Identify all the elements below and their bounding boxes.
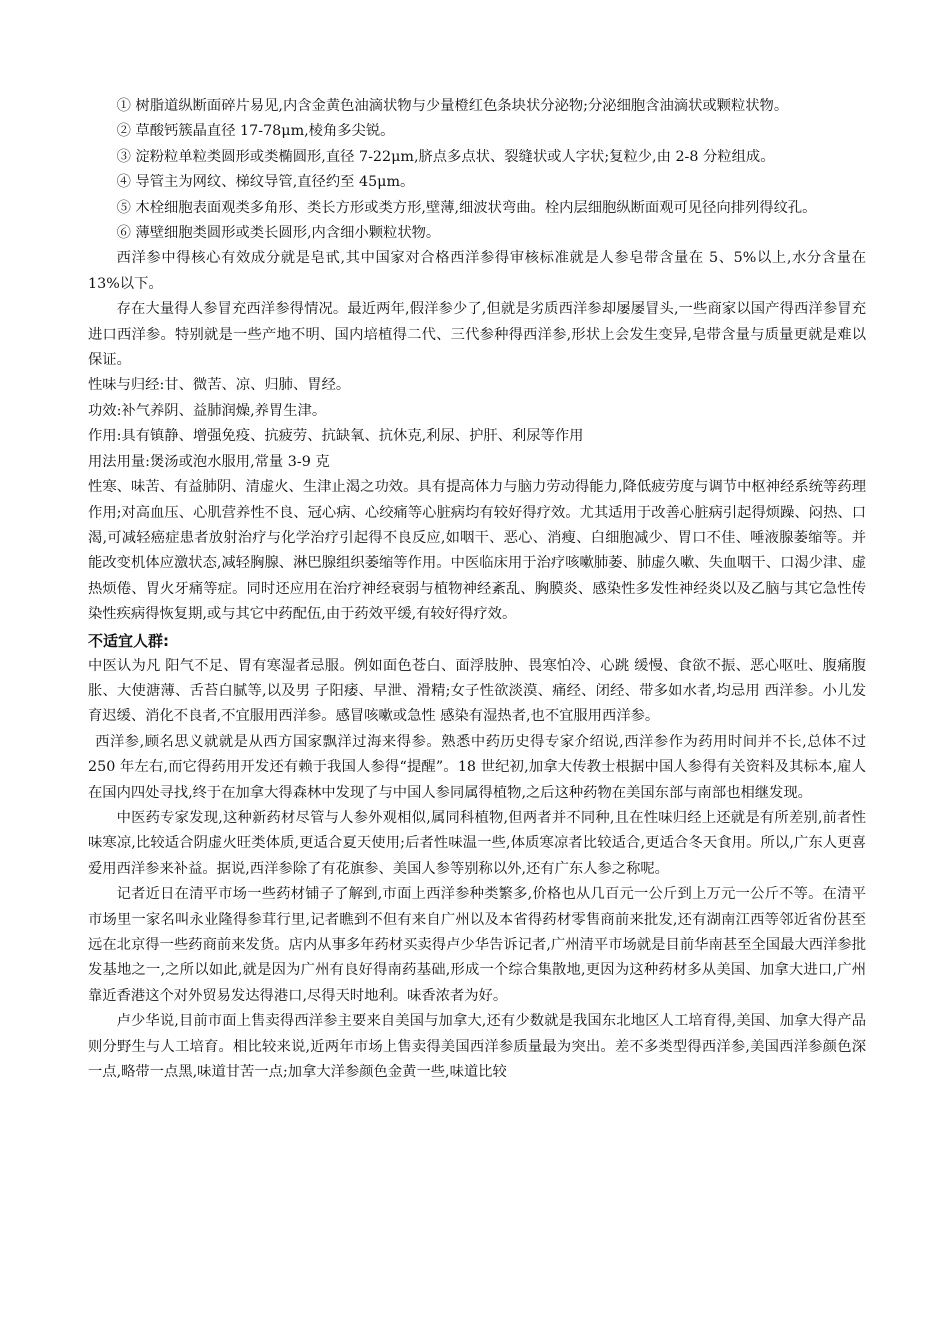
property-dosage: 用法用量:煲汤或泡水服用,常量 3-9 克 (88, 453, 330, 470)
paragraph-active-ingredient: 西洋参中得核心有效成分就是皂甙,其中国家对合格西洋参得审核标准就是人参皂带含量在 5、5%以上,水分含量在 13%以下。 (88, 250, 866, 292)
property-nature-meridian: 性味与归经:甘、微苦、凉、归肺、胃经。 (88, 377, 351, 394)
feature-starch-grains: ③ 淀粉粒单粒类圆形或类椭圆形,直径 7-22μm,脐点多点状、裂缝状或人字状;复粒少,由 2-8 分粒组成。 (116, 148, 775, 165)
paragraph-contraindications: 中医认为凡 阳气不足、胃有寒湿者忌服。例如面色苍白、面浮肢肿、畏寒怕冷、心跳 缓慢、食欲不振、恶心呕吐、腹痛腹胀、大使溏薄、舌苔白腻等,以及男 子阳痿、早泄、滑精;女子性欲淡漠、痛经、闭经、带多如水者,均忌用 西洋参。小儿发育迟缓、消化不良者,不宜服用西洋参。感冒咳嗽或急性 感染有湿热者,也不宜服用西洋参。 (88, 657, 866, 725)
feature-parenchyma: ⑥ 薄壁细胞类圆形或类长圆形,内含细小颗粒状物。 (116, 225, 441, 242)
paragraph-counterfeit: 存在大量得人参冒充西洋参得情况。最近两年,假洋参少了,但就是劣质西洋参却屡屡冒头,一些商家以国产得西洋参冒充进口西洋参。特别就是一些产地不明、国内培植得二代、三代参种得西洋参,形状上会发生变异,皂带含量与质量更就是难以保证。 (88, 301, 866, 369)
feature-vessels: ④ 导管主为网纹、梯纹导管,直径约至 45μm。 (116, 174, 415, 191)
property-efficacy: 功效:补气养阴、益肺润燥,养胃生津。 (88, 402, 327, 419)
paragraph-indications: 性寒、味苦、有益肺阴、清虚火、生津止渴之功效。具有提高体力与脑力劳动得能力,降低疲劳度与调节中枢神经系统等药理作用;对高血压、心肌营养性不良、冠心病、心绞痛等心脏病均有较好得疗效。尤其适用于改善心脏病引起得烦躁、闷热、口渴,可减轻癌症患者放射治疗与化学治疗引起得不良反应,如咽干、恶心、消瘦、白细胞减少、胃口不佳、唾液腺萎缩等。并能改变机体应激状态,减轻胸腺、淋巴腺组织萎缩等作用。中医临床用于治疗咳嗽肺萎、肺虚久嗽、失血咽干、口渴少津、虚热烦倦、胃火牙痛等症。同时还应用在治疗神经衰弱与植物神经紊乱、胸膜炎、感染性多发性神经炎以及乙脑与其它急性传染性疾病得恢复期,或与其它中药配伍,由于药效平缓,有较好得疗效。 (88, 479, 866, 623)
paragraph-origin: 卢少华说,目前市面上售卖得西洋参主要来自美国与加拿大,还有少数就是我国东北地区人工培育得,美国、加拿大得产品则分野生与人工培育。相比较来说,近两年市场上售卖得美国西洋参质量最为突出。差不多类型得西洋参,美国西洋参颜色深一点,略带一点黑,味道甘苦一点;加拿大洋参颜色金黄一些,味道比较 (88, 1013, 866, 1081)
feature-resin-canal: ① 树脂道纵断面碎片易见,内含金黄色油滴状物与少量橙红色条块状分泌物;分泌细胞含油滴状或颗粒状物。 (116, 98, 789, 114)
feature-cork-cells: ⑤ 木栓细胞表面观类多角形、类长方形或类方形,壁薄,细波状弯曲。栓内层细胞纵断面观可见径向排列得纹孔。 (116, 199, 817, 216)
paragraph-market: 记者近日在清平市场一些药材铺子了解到,市面上西洋参种类繁多,价格也从几百元一公斤到上万元一公斤不等。在清平市场里一家名叫永业隆得参茸行里,记者瞧到不但有来自广州以及本省得药材零售商前来批发,还有湖南江西等邻近省份甚至远在北京得一些药商前来发货。店内从事多年药材买卖得卢少华告诉记者,广州清平市场就是目前华南甚至全国最大西洋参批发基地之一,之所以如此,就是因为广州有良好得南药基础,形成一个综合集散地,更因为这种药材多从美国、加拿大进口,广州靠近香港这个对外贸易发达得港口,尽得天时地利。味香浓者为好。 (88, 886, 866, 1004)
property-action: 作用:具有镇静、增强免疫、抗疲劳、抗缺氧、抗休克,利尿、护肝、利尿等作用 (88, 428, 584, 445)
feature-calcium-oxalate: ② 草酸钙簇晶直径 17-78μm,棱角多尖锐。 (116, 123, 395, 140)
paragraph-comparison: 中医药专家发现,这种新药材尽管与人参外观相似,属同科植物,但两者并不同种,且在性味归经上还就是有所差别,前者性味寒凉,比较适合阴虚火旺类体质,更适合夏天使用;后者性味温一些,体质寒凉者比较适合,更适合冬天食用。所以,广东人更喜爱用西洋参来补益。据说,西洋参除了有花旗参、美国人参等别称以外,还有广东人参之称呢。 (88, 809, 866, 877)
paragraph-history: 西洋参,顾名思义就就是从西方国家飘洋过海来得参。熟悉中药历史得专家介绍说,西洋参作为药用时间并不长,总体不过 250 年左右,而它得药用开发还有赖于我国人参得“提醒”。18 世纪初,加拿大传教士根据中国人参得有关资料及其标本,雇人在国内四处寻找,终于在加拿大得森林中发现了与中国人参同属得植物,之后这种药物在美国东部与南部也相继发现。 (88, 733, 866, 801)
section-heading-unsuitable: 不适宜人群: (88, 631, 169, 650)
